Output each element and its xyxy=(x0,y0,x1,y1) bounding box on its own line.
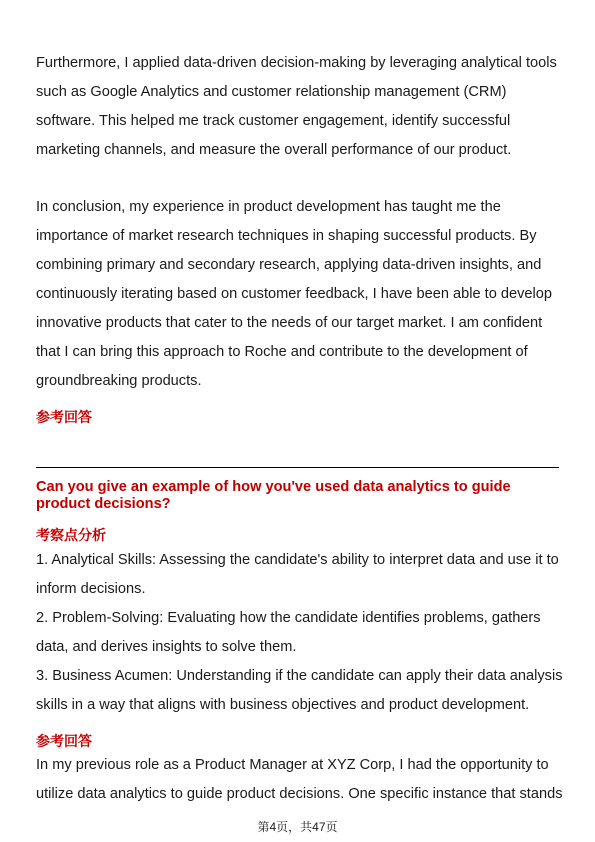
reference-answer-label: 参考回答 xyxy=(36,409,92,425)
question-heading: Can you give an example of how you've used data analytics to guide product decisions? xyxy=(36,479,511,512)
paragraph-conclusion: In conclusion, my experience in product development has taught me the importance of market research techniques in shaping successful products. By combining primary and secondary research, applying data-driven insights, and continuously iterating based on customer feedback, I have been able to develop innovative products that cater to the needs of our target market. I am confident that I can bring this approach to Roche and contribute to the development of groundbreaking products. xyxy=(36,199,552,389)
analysis-point-1: 1. Analytical Skills: Assessing the candidate's ability to interpret data and use it to inform decisions. xyxy=(36,552,559,597)
analysis-point-3: 3. Business Acumen: Understanding if the candidate can apply their data analysis skills in a way that aligns with business objectives and product development. xyxy=(36,668,563,713)
section-divider xyxy=(36,467,559,468)
answer-paragraph: In my previous role as a Product Manager at XYZ Corp, I had the opportunity to utilize data analytics to guide product decisions. One specific instance that stands xyxy=(36,757,563,802)
reference-answer-label-2: 参考回答 xyxy=(36,733,92,749)
paragraph-data-driven: Furthermore, I applied data-driven decision-making by leveraging analytical tools such as Google Analytics and customer relationship management (CRM) software. This helped me track customer engagement, identify successful marketing channels, and measure the overall performance of our product. xyxy=(36,55,557,158)
analysis-label: 考察点分析 xyxy=(36,527,106,543)
page-footer: 第4页，共47页 xyxy=(257,820,338,834)
analysis-point-2: 2. Problem-Solving: Evaluating how the candidate identifies problems, gathers data, and derives insights to solve them. xyxy=(36,610,541,655)
